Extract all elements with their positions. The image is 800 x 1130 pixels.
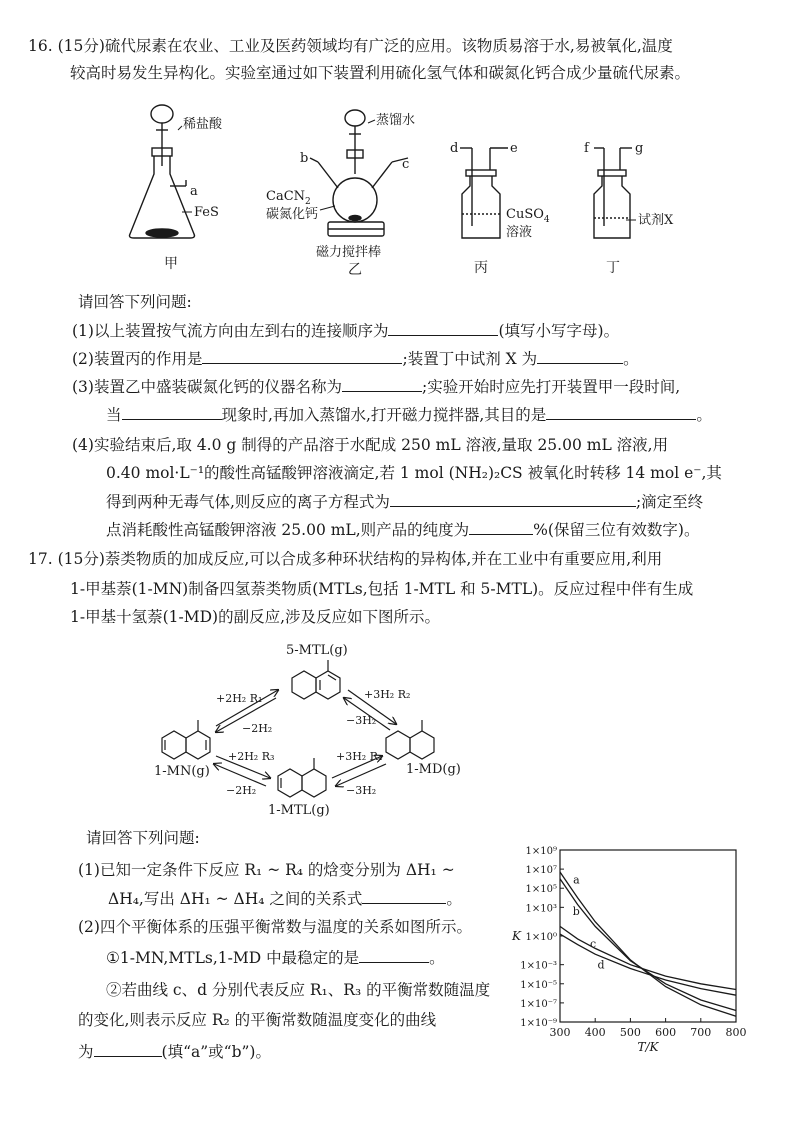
bing-solution-formula: CuSO$_4$ [506,207,550,225]
q16-answer-blank-4a[interactable] [390,489,636,507]
q16-points: (15分) [57,37,105,55]
q16-part-4-line-2: 0.40 mol·L⁻¹的酸性高锰酸钾溶液滴定,若 1 mol (NH₂)₂CS 被氧化时转移 14 mol e⁻,其 [106,464,722,482]
y-tick-label: 1×10⁰ [525,932,557,943]
q17-part-1-line-2: ΔH₄,写出 ΔH₁ ~ ΔH₄ 之间的关系式 。 [108,886,462,911]
q17-part-2a: ①1-MN,MTLs,1-MD 中最稳定的是 。 [106,945,445,970]
ding-port-f: f [584,141,589,156]
x-tick-label: 800 [725,1026,747,1039]
q16-part-3-line-2: 当 现象时,再加入蒸馏水,打开磁力搅拌器,其目的是 。 [106,402,712,427]
q17-intro-3: 1-甲基十氢萘(1-MD)的副反应,涉及反应如下图所示。 [70,608,441,626]
q17-part-2b-line-3: 为 (填“a”或“b”)。 [78,1039,271,1064]
yi-reagent-formula: CaCN$_2$ [266,189,311,207]
apparatus-yi [310,110,408,236]
q17-part-2b-line-2: 的变化,则表示反应 R₂ 的平衡常数随温度变化的曲线 [78,1011,437,1029]
series-label-c: c [590,937,597,951]
q16-answer-blank-3c[interactable] [546,402,696,420]
q16-part-1: (1)以上装置按气流方向由左到右的连接顺序为 (填写小写字母)。 [72,318,619,343]
q17-part-2-line-1: (2)四个平衡体系的压强平衡常数与温度的关系如图所示。 [78,918,472,936]
x-tick-label: 700 [690,1026,712,1039]
x-tick-label: 400 [584,1026,606,1039]
y-tick-label: 1×10⁻⁷ [520,998,557,1010]
series-label-d: d [597,958,605,972]
q16-number: 16. [28,37,53,55]
q16-answer-blank-3a[interactable] [342,374,422,392]
plot-frame [560,850,736,1022]
molecule-1-mtl [278,758,326,797]
jia-acid-label: 稀盐酸 [183,117,223,132]
q16-intro-2: 较高时易发生异构化。实验室通过如下装置利用硫化氢气体和碳氮化钙合成少量硫代尿素。 [70,64,691,82]
y-tick-label: 1×10⁻⁵ [520,979,557,991]
q16-intro-1: 硫代尿素在农业、工业及医药领域均有广泛的应用。该物质易溶于水,易被氧化,温度 [104,37,673,55]
q16-part-3-line-1: (3)装置乙中盛装碳氮化钙的仪器名称为 ;实验开始时应先打开装置甲一段时间, [72,374,680,399]
q17-answer-blank-1[interactable] [362,886,446,904]
y-tick-label: 1×10⁹ [525,846,557,857]
k-vs-temperature-chart [508,840,758,1065]
scheme-r2-reverse: −3H₂ [346,714,377,727]
q17-number: 17. [28,550,53,568]
scheme-r3-forward: +2H₂ R₃ [228,750,275,763]
q16-intro-line-1 [28,34,673,58]
q17-part-2b-line-1: ②若曲线 c、d 分别代表反应 R₁、R₃ 的平衡常数随温度 [106,981,491,999]
molecule-5-mtl [292,660,340,699]
scheme-r3-reverse: −2H₂ [226,784,257,797]
q17-intro-line-1: 17. (15分)萘类物质的加成反应,可以合成多种环状结构的异构体,并在工业中有重要应用,利用 [28,550,663,568]
x-axis-label: T/K [637,1040,659,1054]
y-axis-label: K [512,929,521,943]
q16-part-2: (2)装置丙的作用是 ;装置丁中试剂 X 为 。 [72,346,639,371]
bing-port-d: d [450,141,459,156]
y-tick-label: 1×10⁻³ [520,960,557,972]
q17-reaction-scheme [150,638,470,818]
series-line-c [560,926,736,989]
y-tick-label: 1×10⁵ [525,884,557,896]
yi-reagent-name: 碳氮化钙 [266,207,319,222]
y-tick-label: 1×10³ [525,903,557,915]
ding-caption: 丁 [606,260,620,276]
y-tick-label: 1×10⁷ [525,865,557,877]
apparatus-bing [460,148,508,238]
q16-part-4-line-4: 点消耗酸性高锰酸钾溶液 25.00 mL,则产品的纯度为 %(保留三位有效数字)。 [106,517,699,542]
q16-answer-blank-4b[interactable] [469,517,533,535]
q16-apparatus-figure [120,96,680,276]
q16-part-4-line-3: 得到两种无毒气体,则反应的离子方程式为 ;滴定至终 [106,489,703,514]
scheme-r4-reverse: −3H₂ [346,784,377,797]
y-tick-label: 1×10⁻⁹ [520,1018,557,1029]
scheme-left-label: 1-MN(g) [154,764,210,779]
q17-answer-blank-2b[interactable] [94,1039,162,1057]
bing-port-e: e [510,141,518,156]
bing-solution-word: 溶液 [506,225,533,240]
jia-solid-label: FeS [194,205,219,220]
q17-intro-2: 1-甲基萘(1-MN)制备四氢萘类物质(MTLs,包括 1-MTL 和 5-MTL)。反应过程中伴有生成 [70,580,694,598]
x-tick-label: 300 [549,1026,571,1039]
scheme-bottom-label: 1-MTL(g) [268,803,330,818]
scheme-r4-forward: +3H₂ R₄ [336,750,383,763]
q17-points: (15分) [57,550,105,568]
jia-port-a: a [190,184,198,199]
q16-answer-blank-3b[interactable] [122,402,222,420]
yi-port-b: b [300,151,309,166]
yi-water-label: 蒸馏水 [376,113,416,128]
molecule-1-mn [162,720,210,759]
yi-port-c: c [402,157,410,172]
apparatus-ding [594,148,632,238]
ding-port-g: g [635,141,644,156]
yi-caption: 乙 [348,262,362,276]
molecule-1-md [386,720,434,759]
q16-part-4-line-1: (4)实验结束后,取 4.0 g 制得的产品溶于水配成 250 mL 溶液,量取 25.00 mL 溶液,用 [72,436,669,454]
q16-answer-blank-2a[interactable] [202,346,402,364]
q16-answer-blank-1[interactable] [388,318,498,336]
series-label-a: a [573,873,580,887]
yi-stirrer-label: 磁力搅拌棒 [316,245,382,260]
q16-prompt: 请回答下列问题: [78,293,192,311]
scheme-r1-reverse: −2H₂ [242,722,273,735]
scheme-r1-forward: +2H₂ R₁ [216,692,263,705]
scheme-right-label: 1-MD(g) [406,762,461,777]
q17-part-1-line-1: (1)已知一定条件下反应 R₁ ~ R₄ 的焓变分别为 ΔH₁ ~ [78,861,455,879]
q17-answer-blank-2a[interactable] [359,945,429,963]
ding-reagent-label: 试剂X [638,213,674,228]
series-label-b: b [572,905,580,919]
scheme-r2-forward: +3H₂ R₂ [364,688,411,701]
q16-answer-blank-2b[interactable] [537,346,623,364]
scheme-top-label: 5-MTL(g) [286,643,348,658]
jia-caption: 甲 [164,256,178,272]
bing-caption: 丙 [474,260,488,276]
x-tick-label: 500 [619,1026,641,1039]
q17-prompt: 请回答下列问题: [86,829,200,847]
x-tick-label: 600 [655,1026,677,1039]
